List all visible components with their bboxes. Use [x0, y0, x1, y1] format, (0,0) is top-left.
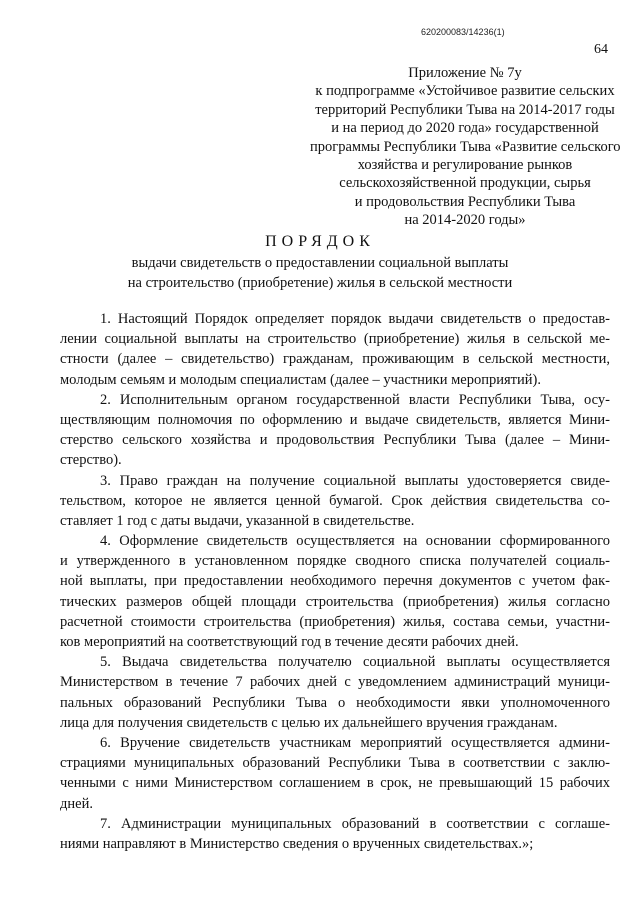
body-line: тических размеров общей площади строительства (приобретения) жилья согласно — [60, 593, 610, 610]
appendix-line: программы Республики Тыва «Развитие сельского — [310, 138, 621, 155]
body-line: ков мероприятий на соответствующий год в течение десяти рабочих дней. — [60, 634, 519, 650]
body-line: пальных образований Республики Тыва о необходимости явки уполномоченного — [60, 694, 610, 711]
appendix-header — [310, 64, 620, 230]
body-line: Министерством в течение 7 рабочих дней с уведомлением администраций муници- — [60, 674, 610, 691]
body-line: стерство). — [60, 452, 122, 469]
appendix-line: и на период до 2020 года» государственной — [331, 120, 599, 137]
body-line: ществляющим полномочия по оформлению и выдаче свидетельств, является Мини- — [60, 411, 610, 428]
body-line: и утвержденного в установленном порядке сводного списка получателей социаль- — [60, 553, 610, 570]
body-line: тельством, которое не является ценной бумагой. Срок действия свидетельства со- — [60, 492, 610, 509]
body-line: лица для получения свидетельств с целью их дальнейшего вручения гражданам. — [60, 714, 558, 731]
appendix-line: хозяйства и регулирование рынков — [357, 157, 573, 174]
body-line: 2. Исполнительным органом государственной власти Республики Тыва, осу- — [100, 391, 610, 408]
body-line: 3. Право граждан на получение социальной выплаты удостоверяется свиде- — [100, 472, 610, 489]
body-line: ниями направляют в Министерство сведения о врученных свидетельствах.»; — [60, 835, 534, 852]
appendix-line: и продовольствия Республики Тыва — [354, 193, 576, 210]
document-subtitle — [100, 253, 540, 293]
appendix-line: Приложение № 7у — [408, 65, 522, 81]
body-line: дней. — [60, 795, 93, 812]
appendix-line: на 2014-2020 годы» — [404, 212, 526, 229]
body-line: 7. Администрации муниципальных образований в соответствии с соглаше- — [100, 815, 610, 832]
appendix-line: сельскохозяйственной продукции, сырья — [339, 175, 591, 192]
body-line: страциями муниципальных образований Республики Тыва в соответствии с заклю- — [60, 755, 610, 772]
body-line: 6. Вручение свидетельств участникам мероприятий осуществляется админи- — [100, 734, 610, 751]
body-line: ставляет 1 год с даты выдачи, указанной в свидетельстве. — [60, 512, 415, 529]
subtitle-line: на строительство (приобретение) жилья в сельской местности — [127, 275, 513, 291]
body-line: 1. Настоящий Порядок определяет порядок выдачи свидетельств о предостав- — [100, 311, 610, 327]
document-body — [60, 309, 610, 854]
page-number: 64 — [594, 42, 608, 57]
appendix-line: к подпрограмме «Устойчивое развитие сельских — [315, 83, 615, 100]
document-id: 620200083/14236(1) — [421, 27, 505, 37]
body-line: лении социальной выплаты на строительство (приобретение) жилья в сельской ме- — [60, 331, 610, 348]
body-line: ной выплаты, при предоставлении необходимого перечня документов с учетом фак- — [60, 573, 610, 590]
appendix-line: территорий Республики Тыва на 2014-2017 годы — [315, 101, 615, 118]
body-line: 4. Оформление свидетельств осуществляется на основании сформированного — [100, 533, 610, 550]
body-line: ченными с ними Министерством соглашением в срок, не превышающий 15 рабочих — [60, 775, 610, 792]
body-line: расчетной стоимости строительства (приобретения) жилья, состава семьи, участни- — [60, 613, 610, 630]
body-line: стерство сельского хозяйства и продовольствия Республики Тыва (далее – Мини- — [60, 432, 610, 449]
body-line: 5. Выдача свидетельства получателю социальной выплаты осуществляется — [100, 654, 610, 671]
body-line: молодым семьям и молодым специалистам (далее – участники мероприятий). — [60, 371, 541, 388]
body-line: стности (далее – свидетельство) гражданам, проживающим в сельской местности, — [60, 351, 610, 368]
document-title: ПОРЯДОК — [265, 233, 375, 250]
subtitle-line: выдачи свидетельств о предоставлении социальной выплаты — [131, 255, 509, 271]
